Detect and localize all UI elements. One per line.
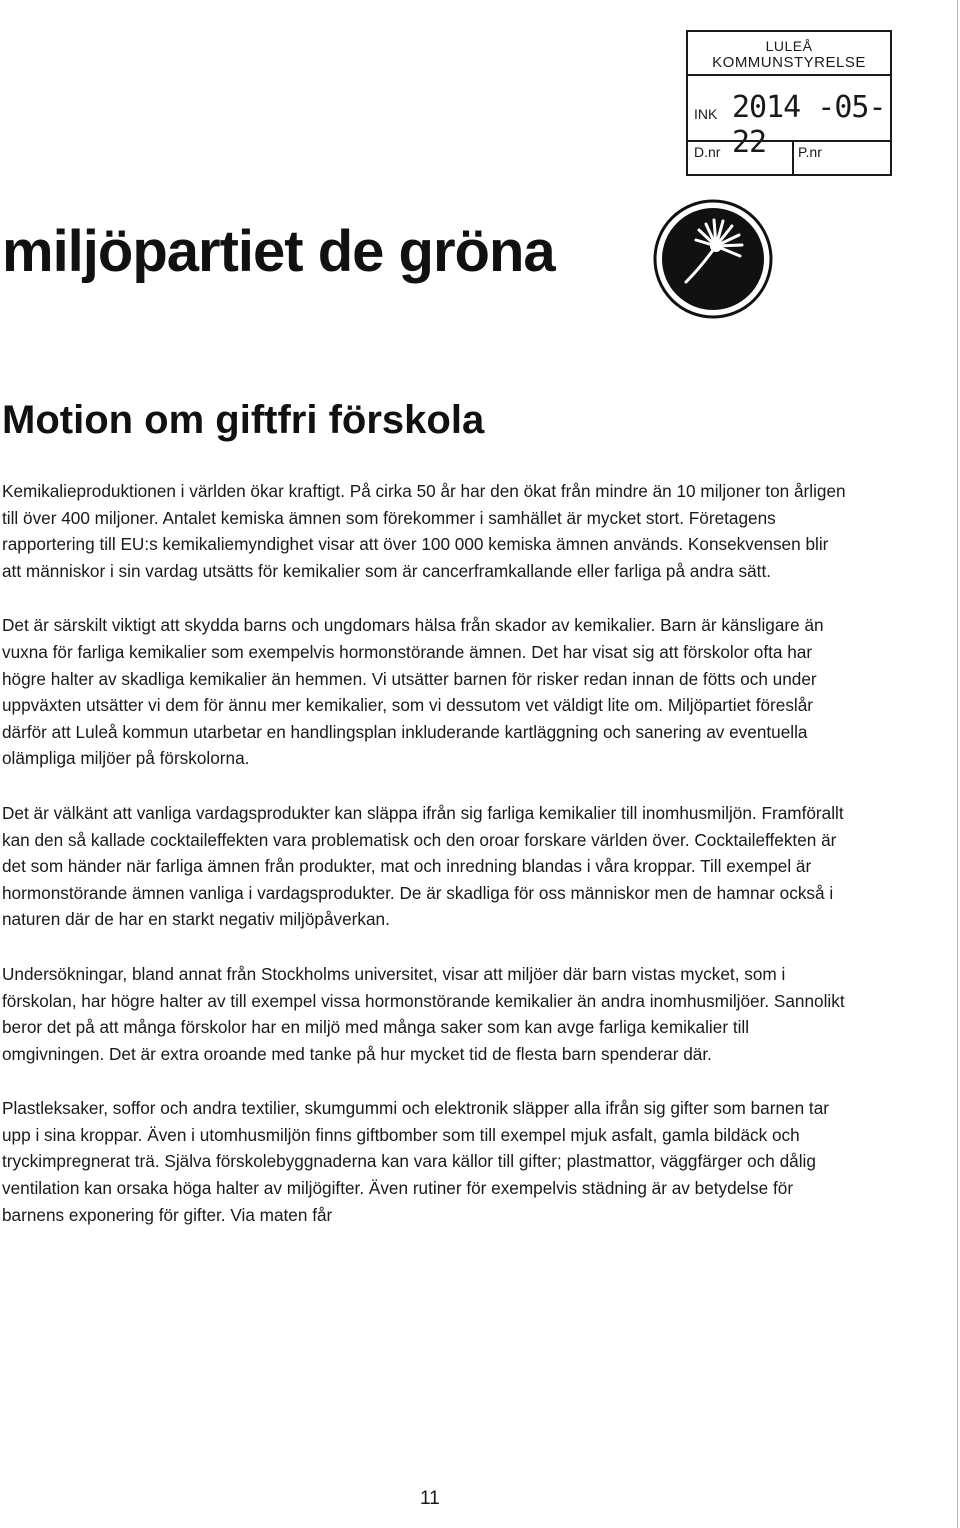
body-paragraph: Plastleksaker, soffor och andra textilier, skumgummi och elektronik släpper alla ifrån sig gifter som barnen tar upp i sina kroppar. Även i utomhusmiljön finns giftbomber som till exempel mjuk asfalt, gamla bildäck och tryckimpregnerat trä. Själva förskolebyggnaderna kan vara källor till gifter; plastmattor, väggfärger och dålig ventilation kan orsaka höga halter av miljögifter. Även rutiner för exempelvis städning är av betydelse för barnens exponering för gifter. Via maten får xyxy=(2,1098,829,1225)
received-stamp xyxy=(686,30,892,176)
dandelion-logo-icon xyxy=(652,198,774,320)
page-edge-line xyxy=(957,0,958,1528)
stamp-org-line1: LULEÅ xyxy=(765,38,813,54)
stamp-date: 2014 -05- 22 xyxy=(732,90,886,160)
stamp-org-line2: KOMMUNSTYRELSE xyxy=(712,54,866,71)
stamp-vertical-divider xyxy=(792,140,794,174)
party-logo-text: miljöpartiet de gröna xyxy=(2,219,555,284)
page-number: 11 xyxy=(420,1488,440,1509)
body-paragraph: Kemikalieproduktionen i världen ökar kraftigt. På cirka 50 år har den ökat från mindre än 10 miljoner ton årligen till över 400 miljoner. Antalet kemiska ämnen som förekommer i samhället är mycket stort. Företagens rapportering till EU:s kemikaliemyndighet visar att över 100 000 kemiska ämnen används. Konsekvensen blir att människor i sin vardag utsätts för kemikalier som är cancerframkallande eller farliga på andra sätt. xyxy=(2,481,846,581)
body-paragraph: Undersökningar, bland annat från Stockholms universitet, visar att miljöer där barn vistas mycket, som i förskolan, har högre halter av till exempel vissa hormonstörande kemikalier än andra inomhusmiljöer. Sannolikt beror det på att många förskolor har en miljö med många saker som kan avge farliga kemikalier till omgivningen. Det är extra oroande med tanke på hur mycket tid de flesta barn spenderar där. xyxy=(2,963,845,1064)
stamp-dnr-label: D.nr xyxy=(694,144,721,160)
body-paragraph: Det är särskilt viktigt att skydda barns och ungdomars hälsa från skador av kemikalier. Barn är känsligare än vuxna för farliga kemikalier som exempelvis hormonstörande ämnen. Det har visat sig att förskolor ofta har högre halter av skadliga kemikalier än hemmen. Vi utsätter barnen för risker redan innan de fötts och under uppväxten utsätter vi dem för ännu mer kemikalier, som vi dessutom vet väldigt lite om. Miljöpartiet föreslår därför att Luleå kommun utarbetar en handlingsplan inkluderande kartläggning och sanering av eventuella olämpliga miljöer på förskolorna. xyxy=(2,615,824,769)
document-title: Motion om giftfri förskola xyxy=(2,398,485,442)
stamp-ink-label: INK xyxy=(694,106,718,122)
stamp-divider xyxy=(688,74,890,76)
stamp-divider-lower xyxy=(688,140,890,142)
document-body xyxy=(2,478,852,1256)
body-paragraph: Det är välkänt att vanliga vardagsprodukter kan släppa ifrån sig farliga kemikalier till inomhusmiljön. Framförallt kan den så kallade cocktaileffekten vara problematisk och den oroar forskare världen över. Cocktaileffekten är det som händer när farliga ämnen från produkter, mat och inredning blandas i våra kroppar. Till exempel är hormonstörande ämnen vanliga i vardagsprodukter. De är skadliga för oss människor men de hamnar också i naturen där de har en starkt negativ miljöpåverkan. xyxy=(2,802,844,930)
stamp-pnr-label: P.nr xyxy=(798,144,822,160)
